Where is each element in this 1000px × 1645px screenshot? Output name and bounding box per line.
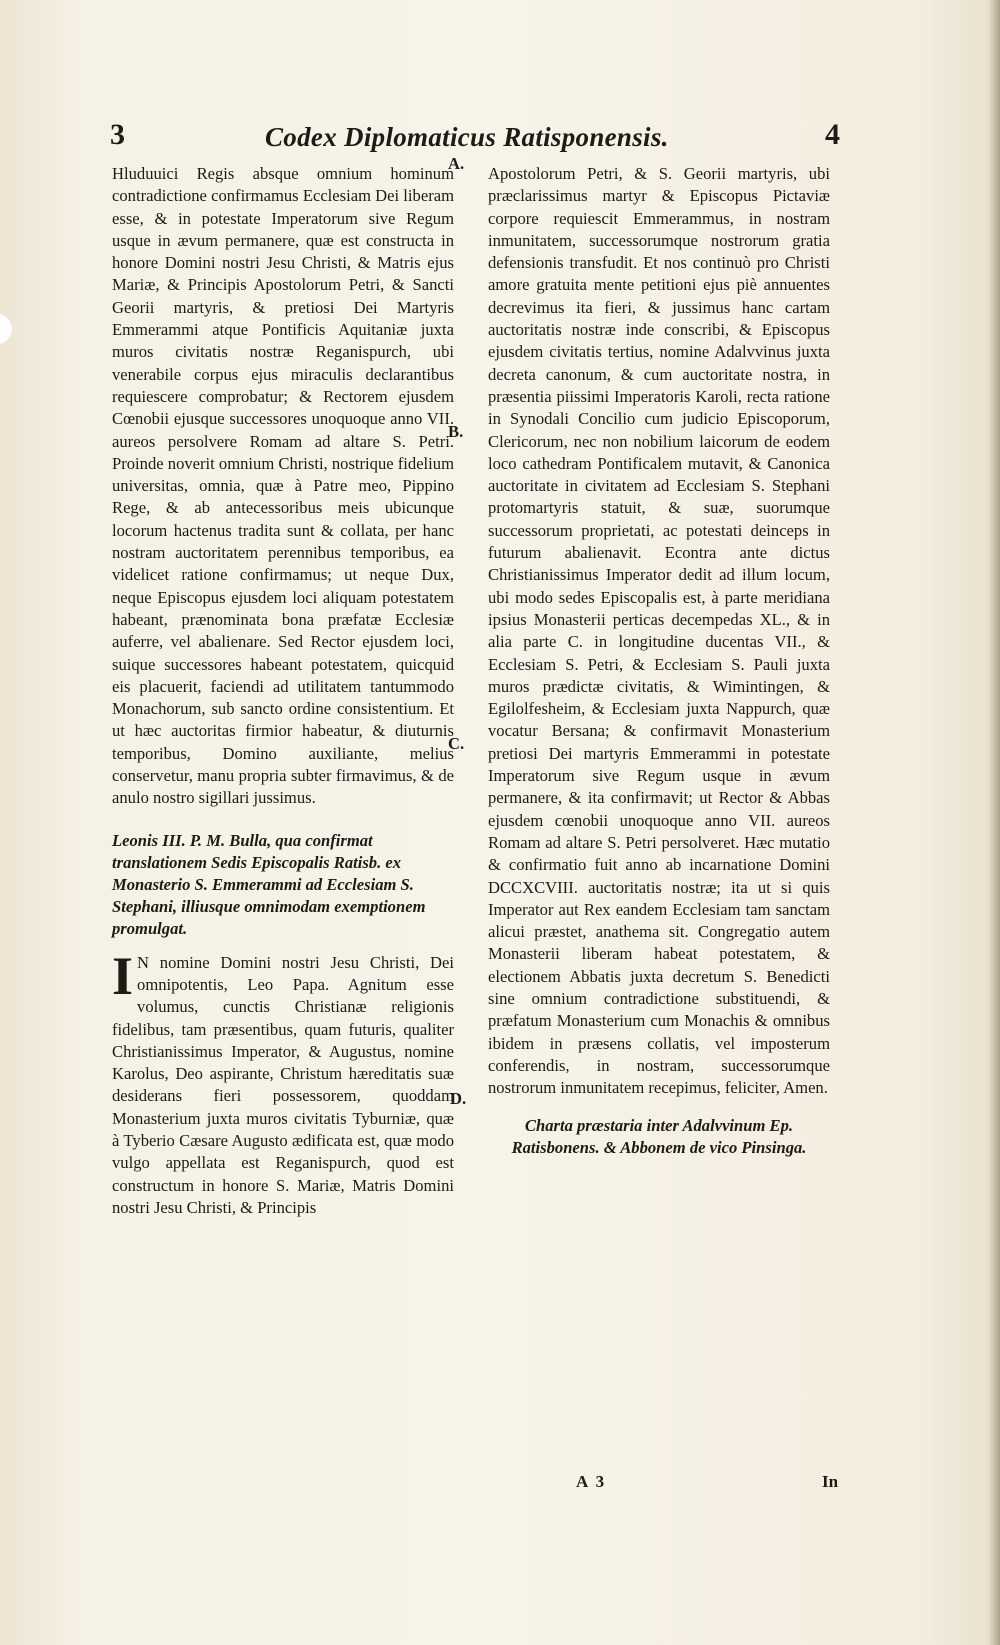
page-hole xyxy=(0,314,12,344)
page-fold-shadow xyxy=(988,0,1000,1645)
margin-mark-a: A. xyxy=(448,154,465,173)
signature-mark: A 3 xyxy=(576,1472,607,1491)
bull-text xyxy=(112,945,454,1220)
page-header xyxy=(110,118,840,168)
page-number-left: 3 xyxy=(110,118,125,151)
left-column-text: Hluduuici Regis absque omnium hominum contradictione confirmamus Ecclesiam Dei liberam esse, & in potestate Imperatorum sive Regum usque in ævum permanere, quæ est constructa in honore Domini nostri Jesu Christi, & Matris ejus Mariæ, & Principis Apostolorum Petri, & Sancti Georii martyris, & pretiosi Dei Martyris Emmerammi atque Pontificis Aquitaniæ juxta muros civitatis nostræ Reganispurch, ubi venerabile corpus ejus miraculis declarantibus requiescere comprobatur; & Rectorem ejusdem Cœnobii ejusque successores unoquoque anno VII. aureos persolvere Romam ad altare S. Petri. Proinde noverit omnium Christi, nostrique fidelium universitas, omnia, quæ à Patre meo, Pippino Rege, & ab antecessoribus meis ubicunque locorum hactenus tradita sunt & collata, per hanc nostram auctoritatem perennibus temporibus, ea videlicet ratione confirmamus; ut neque Dux, neque Episcopus ejusdem loci aliquam potestatem habeant, prænominata bona præfatæ Ecclesiæ auferre, vel abalienare. Sed Rector ejusdem loci, suique successores habeant potestatem, quicquid eis placuerit, faciendi ad utilitatem tantummodo Monachorum, sub sancto ordine consistentium. Et ut hæc auctoritas firmior habeatur, & diuturnis temporibus, Domino auxiliante, melius conservetur, manu propria subter firmavimus, & de anulo nostro sigillari jussimus. xyxy=(112,164,454,808)
margin-mark-b: B. xyxy=(448,422,464,441)
charter-heading: Charta præstaria inter Adalvvinum Ep. Ratisbonens. & Abbonem de vico Pinsinga. xyxy=(511,1116,807,1158)
right-column-text: Apostolorum Petri, & S. Georii martyris, ubi præclarissimus martyr & Episcopus Pictaviæ corpore requiescit Emmerammus, in nostram inmunitatem, successorumque nostrorum gratia defensionis transfudit. Et nos continuò pro Christi amore gratuita mente petitioni ejus piè annuentes decrevimus ita fieri, & jussimus hanc cartam auctoritatis nostræ inde conscribi, & Episcopus ejusdem civitatis tertius, nomine Adalvvinus juxta decreta canonum, & cum auctoritate nostra, in præsentia piissimi Imperatoris Karoli, recta ratione in Synodali Concilio cum judicio Episcoporum, Clericorum, nec non nobilium laicorum de eodem loco cathedram Pontificalem mutavit, & Canonica auctoritate in civitatem ad Ecclesiam S. Stephani protomartyris statuit, & suæ, suorumque successorum proprietati, ac potestati deinceps in futurum abalienavit. Econtra ante dictus Christianissimus Imperator dedit ad illum locum, ubi modo sedes Episcopalis est, à parte meridiana ipsius Monasterii perticas decempedas XL., & in alia parte C. in longitudine ducentas VII., & Ecclesiam S. Petri, & Ecclesiam S. Pauli juxta muros prædictæ civitatis, & Wimintingen, & Egilolfesheim, & Ecclesiam juxta Nappurch, quæ vocatur Bersana; & confirmavit Monasterium pretiosi Dei martyris Emmerammi in potestate Imperatorum sive Regum usque in ævum permanere, & ita confirmavit; ut Rector & Abbas ejusdem cœnobii unoquoque anno VII. aureos Romam ad altare S. Petri persolveret. Hæc mutatio & confirmatio fuit anno ab incarnatione Domini DCCXCVIII. auctoritatis nostræ; ita ut si quis Imperator aut Rex eandem Ecclesiam tam sanctam alicui præstet, anathema sit. Congregatio autem Monasterii liberam habeat potestatem, & electionem Abbatis juxta decretum S. Benedicti sine omnium contradictione substituendi, & præfatum Monasterium cum Monachis & omnibus ibidem in præsens collatis, vel imposterum conferendis, in nostram, successorumque nostrorum inmunitatem recepimus, feliciter, Amen. xyxy=(488,164,830,1098)
drop-cap: I xyxy=(112,945,134,1006)
left-column xyxy=(112,163,454,1219)
catchword: In xyxy=(822,1472,839,1491)
bull-heading: Leonis III. P. M. Bulla, qua confirmat translationem Sedis Episcopalis Ratisb. ex Monasterio S. Emmerammi ad Ecclesiam S. Stephani, illiusque omnimodam exemptionem promulgat. xyxy=(112,830,426,938)
margin-mark-d: D. xyxy=(450,1089,467,1108)
page-number-right: 4 xyxy=(825,118,840,151)
bull-text-body: N nomine Domini nostri Jesu Christi, Dei omnipotentis, Leo Papa. Agnitum esse volumus, cunctis Christianæ religionis fidelibus, tam præsentibus, quam futuris, qualiter Christianissimus Imperator, & Augustus, nomine Karolus, Deo aspirante, Christum hæreditatis suæ desiderans fieri possessorem, quoddam Monasterium juxta muros civitatis Tyburniæ, quæ à Tyberio Cæsare Augusto ædificata est, quæ modo vulgo appellata est Reganispurch, quod est constructum in honore S. Mariæ, Matris Domini nostri Jesu Christi, & Principis xyxy=(112,952,454,1217)
right-column xyxy=(488,163,830,1159)
margin-mark-c: C. xyxy=(448,734,465,753)
running-title: Codex Diplomaticus Ratisponensis. xyxy=(265,122,669,152)
